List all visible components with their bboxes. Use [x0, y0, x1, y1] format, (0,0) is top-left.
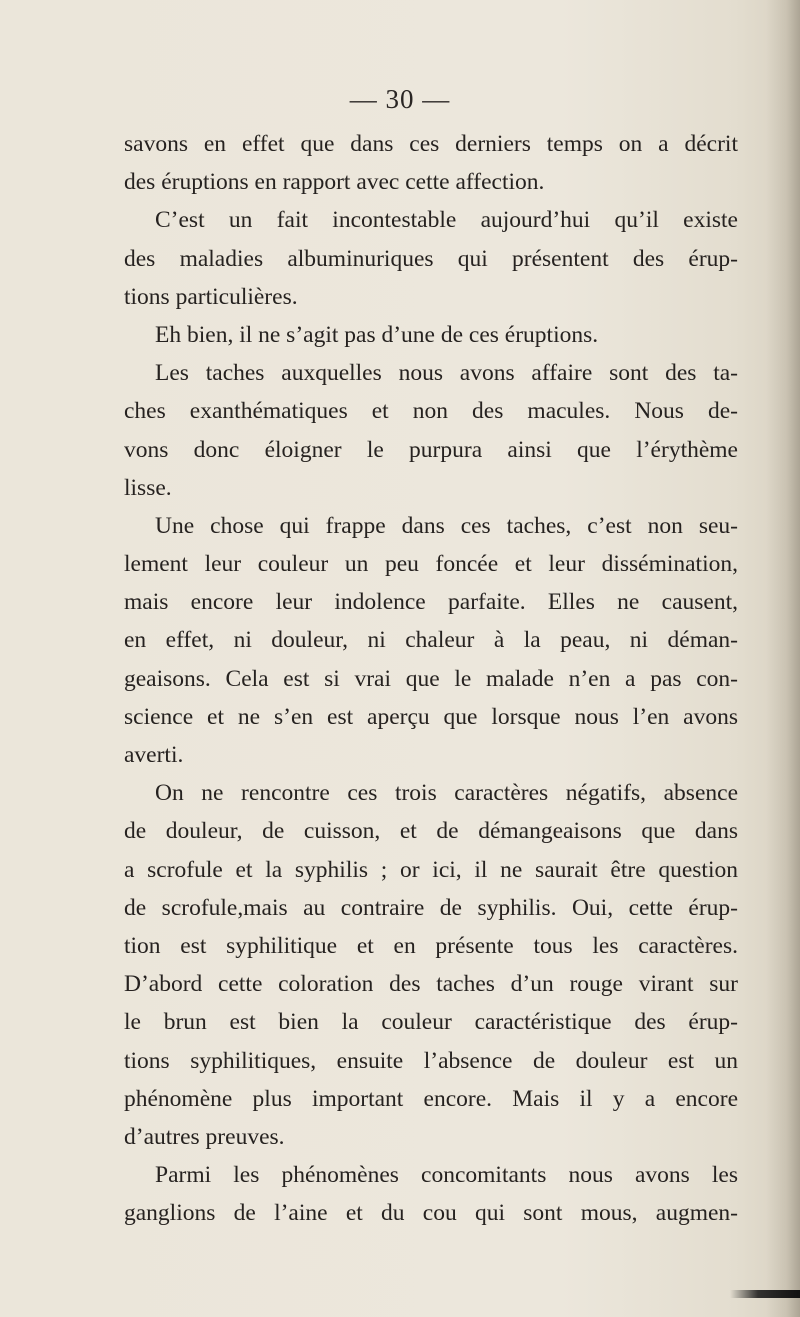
- text-line: C’est un fait incontestable aujourd’hui qu’il existe: [155, 207, 738, 234]
- text-line: lisse.: [124, 474, 172, 501]
- text-line: D’abord cette coloration des taches d’un rouge virant sur: [124, 971, 738, 998]
- text-line: savons en effet que dans ces derniers temps on a décrit: [124, 131, 738, 157]
- text-line: mais encore leur indolence parfaite. Elles ne causent,: [124, 589, 738, 616]
- text-line: tions syphilitiques, ensuite l’absence de douleur est un: [124, 1047, 738, 1074]
- text-line: vons donc éloigner le purpura ainsi que l’érythème: [124, 436, 738, 463]
- text-line: des maladies albuminuriques qui présentent des érup-: [124, 245, 738, 272]
- text-line: On ne rencontre ces trois caractères négatifs, absence: [155, 780, 738, 807]
- text-line: science et ne s’en est aperçu que lorsque nous l’en avons: [124, 703, 738, 730]
- text-line: ganglions de l’aine et du cou qui sont mous, augmen-: [124, 1200, 738, 1227]
- text-line: Eh bien, il ne s’agit pas d’une de ces éruptions.: [155, 321, 599, 348]
- text-line: Les taches auxquelles nous avons affaire sont des ta-: [155, 360, 738, 387]
- text-line: de douleur, de cuisson, et de démangeaisons que dans: [124, 818, 738, 845]
- text-line: des éruptions en rapport avec cette affection.: [124, 169, 545, 196]
- text-line: a scrofule et la syphilis ; or ici, il ne saurait être question: [124, 856, 738, 883]
- text-line: Une chose qui frappe dans ces taches, c’est non seu-: [155, 512, 738, 539]
- text-line: le brun est bien la couleur caractéristique des érup-: [124, 1009, 738, 1036]
- text-line: geaisons. Cela est si vrai que le malade n’en a pas con-: [124, 665, 738, 692]
- text-line: Parmi les phénomènes concomitants nous avons les: [155, 1162, 738, 1189]
- scan-edge-mark: [730, 1290, 800, 1298]
- body-text: [124, 125, 738, 1232]
- page-number: — 30 —: [349, 84, 451, 114]
- page-edge-shadow: [766, 0, 800, 1317]
- text-line: d’autres preuves.: [124, 1123, 285, 1150]
- text-line: de scrofule,mais au contraire de syphilis. Oui, cette érup-: [124, 894, 738, 921]
- text-line: phénomène plus important encore. Mais il y a encore: [124, 1085, 738, 1112]
- text-line: tions particulières.: [124, 283, 298, 310]
- text-line: tion est syphilitique et en présente tous les caractères.: [124, 932, 738, 959]
- text-line: lement leur couleur un peu foncée et leur dissémination,: [124, 551, 738, 578]
- text-line: ches exanthématiques et non des macules. Nous de-: [124, 398, 738, 425]
- text-line: en effet, ni douleur, ni chaleur à la peau, ni déman-: [124, 627, 738, 654]
- text-line: averti.: [124, 742, 184, 768]
